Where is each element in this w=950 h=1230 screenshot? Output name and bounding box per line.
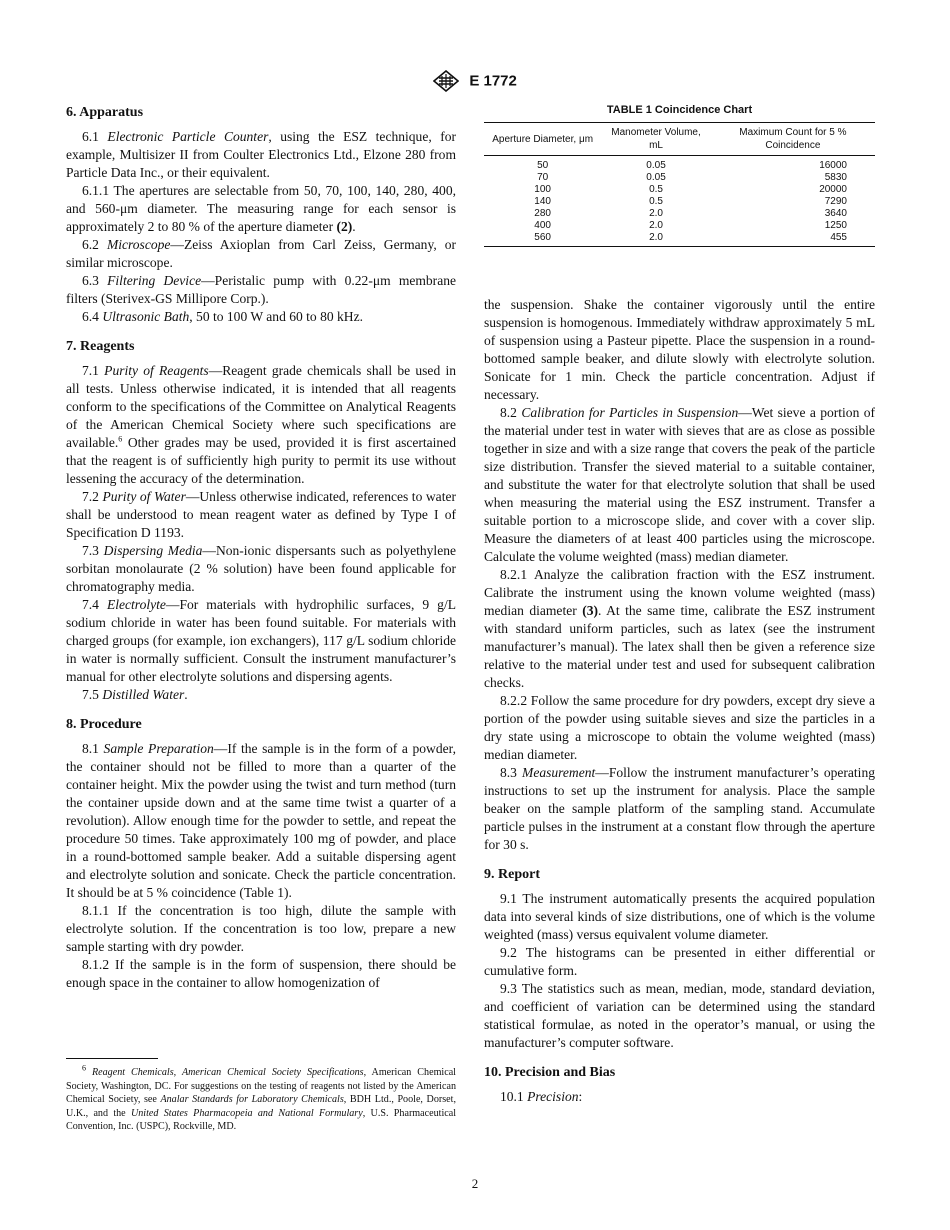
astm-logo-icon [433,70,459,92]
table-row: 400 2.0 1250 [534,220,847,231]
table-header-row [484,123,875,156]
table-row: 560 2.0 455 [484,232,875,247]
reference-link[interactable]: (3) [582,603,598,618]
page-number: 2 [471,1176,479,1191]
paragraph-8-2-2: 8.2.2 Follow the same procedure for dry powders, except dry sieve a portion of the powder using suitable sieves and size the particles in a dry state using a microscope to obtain the volume weighted (mass) median diameter. [484,693,875,762]
paragraph-9-1: 9.1 The instrument automatically presents the acquired population data into several kinds of size distributions, one of which is the volume weighted (mass) versus equivalent volume diameter. [484,891,875,942]
paragraph-6-3: 6.3 Filtering Device—Peristalic pump with 0.22-μm membrane filters (Sterivex-GS Millipore Corp.). [66,273,456,306]
paragraph-7-3: 7.3 Dispersing Media—Non-ionic dispersants such as polyethylene sorbitan monolaurate (2 % solution) have been found applicable for chromatography media. [66,543,456,594]
table-row: 50 0.05 16000 [537,160,847,171]
coincidence-table-block [484,104,875,247]
paragraph-10-1: 10.1 Precision: [500,1089,583,1104]
paragraph-6-2: 6.2 Microscope—Zeiss Axioplan from Carl Zeiss, Germany, or similar microscope. [66,237,456,270]
paragraph-6-1: 6.1 Electronic Particle Counter, using the ESZ technique, for example, Multisizer II from Coulter Electronics Ltd., Elzone 280 from Particle Data Inc., or their equivalent. [66,129,456,180]
paragraph-7-5: 7.5 Distilled Water. [82,687,188,702]
paragraph-8-1-2-continued: the suspension. Shake the container vigorously until the entire suspension is homogenous. Immediately withdraw approximately 5 mL of suspension using a Pasteur pipette. Place the suspension in a round-bottomed sample beaker, and dilute slowly with electrolyte solution. Sonicate for 1 min. Check the particle concentration. Adjust if necessary. [484,297,875,402]
table-row: 100 0.5 20000 [534,184,847,195]
paragraph-9-3: 9.3 The statistics such as mean, median, mode, standard deviation, and coefficient of variation can be determined using the standard statistical formulae, as noted in the operator’s manual, or using the manufacturer’s computer software. [484,981,875,1050]
page-header [0,70,950,92]
footnote-marker[interactable]: 6 [118,434,123,444]
section-heading-report: 9. Report [484,867,540,882]
section-heading-reagents: 7. Reagents [66,339,135,354]
footnote-6: $^6$ Reagent Chemicals, American Chemical Society Specifications, American Chemical Society, Washington, DC. For suggestions on the testing of reagents not listed by the American Chemical Society, see Analar Standards for Laboratory Chemicals, BDH Ltd., Poole, Dorset, U.K., and the United States Pharmacopeia and National Formulary, U.S. Pharmaceutical Convention, Inc. (USPC), Rockville, MD. [66,1063,457,1133]
column-header: Manometer Volume, mL [611,127,701,151]
paragraph-8-1-2: 8.1.2 If the sample is in the form of suspension, there should be enough space in the container to allow homogenization of [66,957,456,990]
table-row: 140 0.5 7290 [534,196,847,207]
reference-link[interactable]: (2) [336,219,353,234]
right-column [484,296,875,1106]
table-row: 280 2.0 3640 [534,208,847,219]
paragraph-8-1-1: 8.1.1 If the concentration is too high, dilute the sample with electrolyte solution. If the concentration is too low, prepare a new sample starting with dry powder. [66,903,456,954]
table-row: 70 0.05 5830 [537,172,847,183]
section-heading-apparatus: 6. Apparatus [66,105,144,120]
section-heading-precision-bias: 10. Precision and Bias [484,1065,616,1080]
left-column [66,104,456,992]
column-header: Maximum Count for 5 % Coincidence [739,127,847,151]
paragraph-6-4: 6.4 Ultrasonic Bath, 50 to 100 W and 60 to 80 kHz. [82,309,363,324]
paragraph-7-4: 7.4 Electrolyte—For materials with hydrophilic surfaces, 9 g/L sodium chloride in water has been found suitable. For materials with charged groups (for example, ion exchangers), 117 g/L sodium chloride in water is normally sufficient. Consult the instrument manufacturer’s manual for other electrolyte solutions and dispersing agents. [66,597,456,684]
paragraph-9-2: 9.2 The histograms can be presented in either differential or cumulative form. [484,945,875,978]
paragraph-7-2: 7.2 Purity of Water—Unless otherwise indicated, references to water shall be understood to mean reagent water as defined by Type I of Specification D 1193. [66,489,456,540]
paragraph-8-2: 8.2 Calibration for Particles in Suspension—Wet sieve a portion of the material under test in water with sieves that are as close as possible together in size and with a size range that covers the peak of the particle size distribution. Transfer the sieved material to a suitable container, and substitute the water for that electrolyte solution that shall be used when measuring the material using the ESZ instrument. Transfer a suitable portion to a microscope slide, and cover with a cover slip. Measure the diameters of at least 400 particles using the microscope. Calculate the volume weighted (mass) median diameter. [484,405,875,564]
paragraph-8-1: 8.1 Sample Preparation—If the sample is in the form of a powder, the container should not be filled to more than a quarter of the container height. Mix the powder using the twist and turn method (turn the container upside down and at the same time twist a quarter of a revolution). Allow enough time for the powder to settle, and repeat the procedure 50 times. Take approximately 100 mg of powder, and place in a round-bottomed sample beaker. Add a suitable dispersing agent and electrolyte solution and sonicate. Check the particle concentration. It should be at 5 % coincidence (Table 1). [66,741,456,900]
section-heading-procedure: 8. Procedure [66,717,142,732]
footnote [66,1063,457,1134]
coincidence-table [484,122,875,247]
paragraph-8-3: 8.3 Measurement—Follow the instrument manufacturer’s operating instructions to set up the instrument for analysis. Place the sample beaker on the sample platform of the sampling stand. Accumulate particle pulses in the instrument at a constant flow through the aperture for 30 s. [484,765,875,852]
footnote-divider [66,1058,158,1059]
paragraph-8-2-1: 8.2.1 Analyze the calibration fraction with the ESZ instrument. Calibrate the instrument using the known volume weighted (mass) median diameter (3). At the same time, calibrate the ESZ instrument with standard uniform particles, such as latex (see the instrument manufacturer’s manual). The latex shall then be given a reference size relative to the material under test and used for subsequent calibration checks. [484,567,875,690]
paragraph-7-1: 7.1 Purity of Reagents—Reagent grade chemicals shall be used in all tests. Unless otherwise indicated, it is intended that all reagents conform to the specifications of the Committee on Analytical Reagents of the American Chemical Society where such specifications are available.$^6$ Other grades may be used, provided it is first ascertained that the reagent is of sufficiently high purity to permit its use without lessening the accuracy of the determination. [66,363,456,486]
column-header: Aperture Diameter, μm [492,133,594,145]
standard-designation: E 1772 [469,72,517,90]
table-title: TABLE 1 Coincidence Chart [606,104,753,116]
paragraph-6-1-1: 6.1.1 The apertures are selectable from 50, 70, 100, 140, 280, 400, and 560-μm diameter. The measuring range for each sensor is approximately 2 to 80 % of the aperture diameter (2). [66,183,456,234]
